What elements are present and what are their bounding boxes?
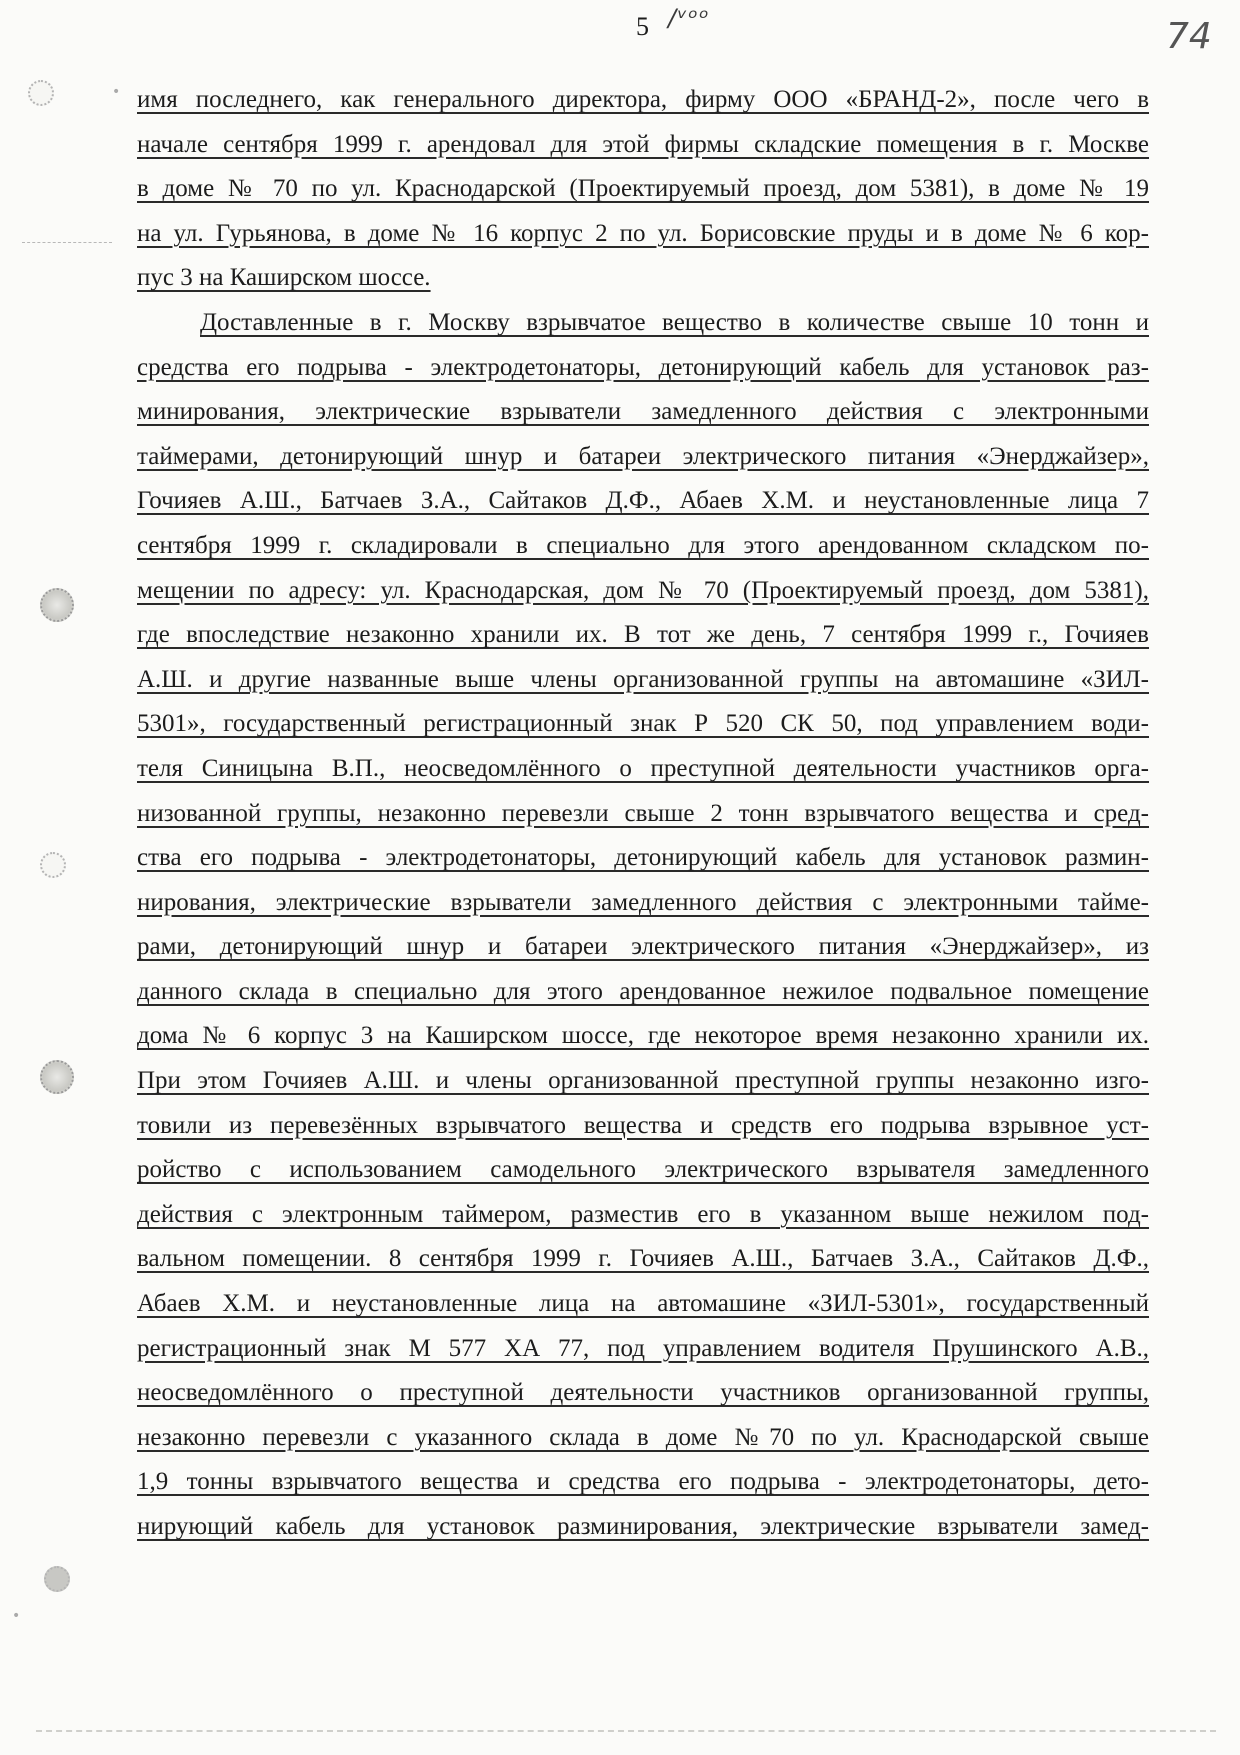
text-line: минирования, электрические взрыватели замедленного действия с электронными [137,398,1149,426]
text-line: сентября 1999 г. складировали в специально для этого арендованном складском по- [137,531,1149,559]
text-line: рами, детонирующий шнур и батареи электрического питания «Энерджайзер», из [137,933,1149,961]
text-line: данного склада в специально для этого арендованное нежилое подвальное помещение [137,977,1149,1005]
text-line: нирующий кабель для установок разминирования, электрические взрыватели замед- [137,1513,1149,1540]
scan-dash-mark [22,242,112,244]
text-line: Абаев Х.М. и неустановленные лица на автомашине «ЗИЛ-5301», государственный [137,1290,1149,1318]
text-line: в доме № 70 по ул. Краснодарской (Проектируемый проезд, дом 5381), в доме № 19 [137,175,1149,203]
text-line: 1,9 тонны взрывчатого вещества и средства его подрыва - электродетонаторы, дето- [137,1468,1149,1496]
text-line: мещении по адресу: ул. Краснодарская, дом № 70 (Проектируемый проезд, дом 5381), [137,576,1149,604]
text-line: на ул. Гурьянова, в доме № 16 корпус 2 по ул. Борисовские пруды и в доме № 6 кор- [137,219,1149,247]
text-line: действия с электронным таймером, разместив его в указанном выше нежилом под- [137,1200,1149,1228]
text-line: низованной группы, незаконно перевезли свыше 2 тонн взрывчатого вещества и сред- [137,799,1149,827]
text-line: средства его подрыва - электродетонаторы, детонирующий кабель для установок раз- [137,353,1149,381]
document-body [137,78,1149,1550]
text-line: товили из перевезённых взрывчатого вещества и средств его подрыва взрывное уст- [137,1111,1149,1139]
page-number: 5 [636,12,649,41]
binder-hole-icon [28,80,54,106]
scan-dot-mark: • [112,84,121,100]
text-line: пус 3 на Каширском шоссе. [137,264,431,292]
text-line: неосведомлённого о преступной деятельности участников организованной группы, [137,1379,1149,1407]
text-line: вальном помещении. 8 сентября 1999 г. Гочияев А.Ш., Батчаев З.А., Сайтаков Д.Ф., [137,1245,1149,1273]
handwritten-note: /ᵛᵒᵒ [668,4,710,32]
handwritten-corner-mark: 74 [1166,16,1212,57]
text-line: незаконно перевезли с указанного склада в доме №70 по ул. Краснодарской свыше [137,1423,1149,1451]
text-line: теля Синицына В.П., неосведомлённого о преступной деятельности участников орга- [137,754,1149,782]
text-line: ройство с использованием самодельного электрического взрывателя замедленного [137,1156,1149,1184]
binder-hole-icon [40,1060,74,1094]
text-line: имя последнего, как генерального директора, фирму ООО «БРАНД-2», после чего в [137,86,1149,113]
text-line: Гочияев А.Ш., Батчаев З.А., Сайтаков Д.Ф., Абаев Х.М. и неустановленные лица 7 [137,487,1149,515]
binder-hole-icon [40,852,66,878]
text-line: регистрационный знак М 577 ХА 77, под управлением водителя Прушинского А.В., [137,1334,1149,1362]
text-line: А.Ш. и другие названные выше члены организованной группы на автомашине «ЗИЛ- [137,665,1149,693]
text-line: нирования, электрические взрыватели замедленного действия с электронными тайме- [137,888,1149,916]
text-line: где впоследствие незаконно хранили их. В тот же день, 7 сентября 1999 г., Гочияев [137,621,1149,649]
binder-hole-icon [40,588,74,622]
text-line: При этом Гочияев А.Ш. и члены организованной преступной группы незаконно изго- [137,1067,1149,1095]
text-line: 5301», государственный регистрационный знак Р 520 СК 50, под управлением води- [137,710,1149,738]
binder-hole-icon [44,1566,70,1592]
text-line: таймерами, детонирующий шнур и батареи электрического питания «Энерджайзер», [137,442,1149,470]
text-line: начале сентября 1999 г. арендовал для этой фирмы складские помещения в г. Москве [137,130,1149,158]
text-line: Доставленные в г. Москву взрывчатое вещество в количестве свыше 10 тонн и [200,308,1149,336]
scan-dot-mark: • [12,1608,21,1624]
scan-bottom-edge [36,1730,1216,1732]
text-line: дома № 6 корпус 3 на Каширском шоссе, где некоторое время незаконно хранили их. [137,1022,1149,1050]
text-line: ства его подрыва - электродетонаторы, детонирующий кабель для установок размин- [137,844,1149,872]
